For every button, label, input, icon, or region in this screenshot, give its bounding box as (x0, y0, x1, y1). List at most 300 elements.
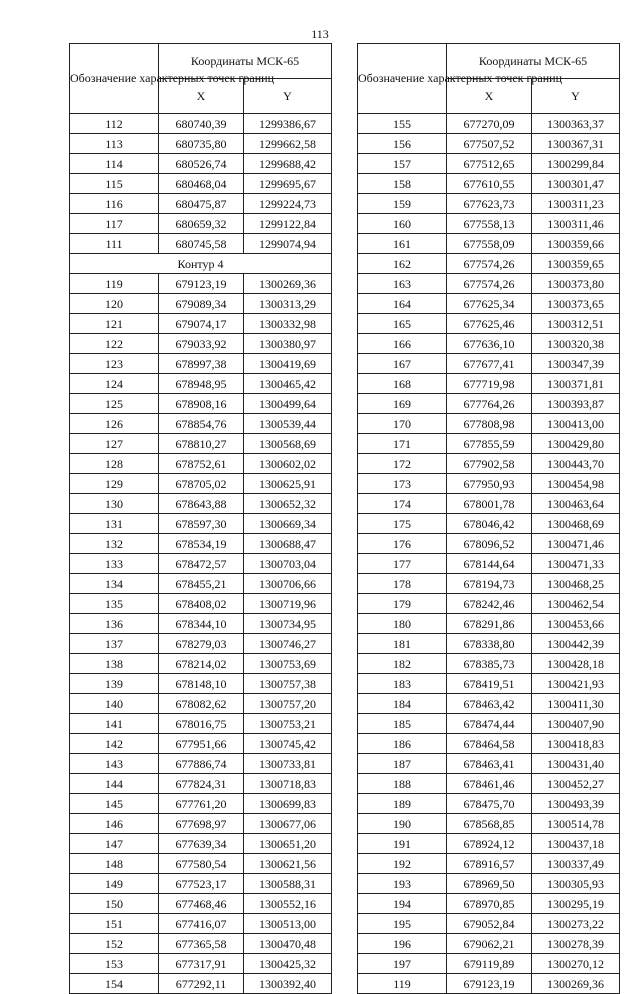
point-number: 153 (70, 954, 159, 974)
y-coordinate: 1300688,47 (244, 534, 332, 554)
point-number: 164 (358, 294, 447, 314)
y-coordinate: 1300699,83 (244, 794, 332, 814)
point-number: 121 (70, 314, 159, 334)
x-coordinate: 678534,19 (159, 534, 244, 554)
y-coordinate: 1300452,27 (532, 774, 620, 794)
x-coordinate: 679033,92 (159, 334, 244, 354)
y-coordinate: 1299074,94 (244, 234, 332, 254)
x-coordinate: 680526,74 (159, 154, 244, 174)
x-coordinate: 678597,30 (159, 514, 244, 534)
point-number: 161 (358, 234, 447, 254)
y-header: Y (532, 79, 620, 114)
x-coordinate: 680740,39 (159, 114, 244, 134)
y-coordinate: 1300413,00 (532, 414, 620, 434)
y-coordinate: 1300278,39 (532, 934, 620, 954)
y-coordinate: 1300359,66 (532, 234, 620, 254)
table-row (358, 654, 620, 674)
x-coordinate: 680468,04 (159, 174, 244, 194)
y-coordinate: 1299662,58 (244, 134, 332, 154)
designation-header: Обозначение характерных точек границ (358, 44, 447, 114)
y-coordinate: 1300359,65 (532, 254, 620, 274)
x-coordinate: 678148,10 (159, 674, 244, 694)
y-coordinate: 1300625,91 (244, 474, 332, 494)
point-number: 116 (70, 194, 159, 214)
y-coordinate: 1300312,51 (532, 314, 620, 334)
y-coordinate: 1299695,67 (244, 174, 332, 194)
point-number: 171 (358, 434, 447, 454)
x-coordinate: 677636,10 (447, 334, 532, 354)
point-number: 123 (70, 354, 159, 374)
coords-header: Координаты МСК-65 (159, 44, 332, 79)
point-number: 132 (70, 534, 159, 554)
table-row (358, 794, 620, 814)
point-number: 129 (70, 474, 159, 494)
point-number: 122 (70, 334, 159, 354)
point-number: 179 (358, 594, 447, 614)
point-number: 125 (70, 394, 159, 414)
y-coordinate: 1299386,67 (244, 114, 332, 134)
coordinates-body-right (358, 114, 620, 994)
table-row (358, 954, 620, 974)
y-coordinate: 1300429,80 (532, 434, 620, 454)
y-coordinate: 1300437,18 (532, 834, 620, 854)
y-coordinate: 1300305,93 (532, 874, 620, 894)
y-coordinate: 1300453,66 (532, 614, 620, 634)
point-number: 111 (70, 234, 159, 254)
table-row (358, 814, 620, 834)
coords-header: Координаты МСК-65 (447, 44, 620, 79)
table-row (70, 654, 332, 674)
x-coordinate: 677512,65 (447, 154, 532, 174)
y-coordinate: 1300418,83 (532, 734, 620, 754)
table-row (358, 574, 620, 594)
y-coordinate: 1300588,31 (244, 874, 332, 894)
table-row (70, 374, 332, 394)
table-row (358, 594, 620, 614)
point-number: 196 (358, 934, 447, 954)
y-coordinate: 1300621,56 (244, 854, 332, 874)
y-coordinate: 1300602,02 (244, 454, 332, 474)
x-coordinate: 677639,34 (159, 834, 244, 854)
table-row (358, 894, 620, 914)
y-coordinate: 1300539,44 (244, 414, 332, 434)
y-coordinate: 1299224,73 (244, 194, 332, 214)
x-coordinate: 677698,97 (159, 814, 244, 834)
table-row (70, 734, 332, 754)
table-row (70, 954, 332, 974)
table-row (70, 214, 332, 234)
point-number: 170 (358, 414, 447, 434)
x-coordinate: 677719,98 (447, 374, 532, 394)
table-row (358, 854, 620, 874)
y-coordinate: 1300270,12 (532, 954, 620, 974)
x-coordinate: 679062,21 (447, 934, 532, 954)
y-coordinate: 1300718,83 (244, 774, 332, 794)
x-header: X (447, 79, 532, 114)
point-number: 188 (358, 774, 447, 794)
y-coordinate: 1300373,80 (532, 274, 620, 294)
y-coordinate: 1300411,30 (532, 694, 620, 714)
table-row (70, 294, 332, 314)
y-coordinate: 1300380,97 (244, 334, 332, 354)
point-number: 136 (70, 614, 159, 634)
x-coordinate: 678291,86 (447, 614, 532, 634)
point-number: 154 (70, 974, 159, 994)
page-number: 113 (311, 27, 329, 41)
y-coordinate: 1300757,20 (244, 694, 332, 714)
table-row (358, 434, 620, 454)
table-row (70, 894, 332, 914)
point-number: 160 (358, 214, 447, 234)
table-row (358, 134, 620, 154)
table-row (358, 454, 620, 474)
table-row (358, 914, 620, 934)
point-number: 187 (358, 754, 447, 774)
table-row (358, 874, 620, 894)
point-number: 172 (358, 454, 447, 474)
x-coordinate: 677951,66 (159, 734, 244, 754)
point-number: 117 (70, 214, 159, 234)
y-header: Y (244, 79, 332, 114)
point-number: 137 (70, 634, 159, 654)
point-number: 135 (70, 594, 159, 614)
table-row (70, 174, 332, 194)
x-coordinate: 677950,93 (447, 474, 532, 494)
point-number: 119 (358, 974, 447, 994)
designation-header: Обозначение характерных точек границ (70, 44, 159, 114)
point-number: 175 (358, 514, 447, 534)
y-coordinate: 1300703,04 (244, 554, 332, 574)
y-coordinate: 1299122,84 (244, 214, 332, 234)
y-coordinate: 1300669,34 (244, 514, 332, 534)
x-coordinate: 679052,84 (447, 914, 532, 934)
x-coordinate: 678643,88 (159, 494, 244, 514)
point-number: 146 (70, 814, 159, 834)
y-coordinate: 1300407,90 (532, 714, 620, 734)
x-coordinate: 678908,16 (159, 394, 244, 414)
point-number: 191 (358, 834, 447, 854)
y-coordinate: 1300419,69 (244, 354, 332, 374)
y-coordinate: 1300651,20 (244, 834, 332, 854)
table-row (70, 834, 332, 854)
point-number: 159 (358, 194, 447, 214)
table-row (70, 554, 332, 574)
y-coordinate: 1299688,42 (244, 154, 332, 174)
y-coordinate: 1300733,81 (244, 754, 332, 774)
y-coordinate: 1300471,33 (532, 554, 620, 574)
y-coordinate: 1300677,06 (244, 814, 332, 834)
point-number: 156 (358, 134, 447, 154)
x-coordinate: 678419,51 (447, 674, 532, 694)
table-row (358, 554, 620, 574)
y-coordinate: 1300313,29 (244, 294, 332, 314)
x-coordinate: 677824,31 (159, 774, 244, 794)
y-coordinate: 1300311,23 (532, 194, 620, 214)
x-coordinate: 678214,02 (159, 654, 244, 674)
x-coordinate: 678948,95 (159, 374, 244, 394)
y-coordinate: 1300431,40 (532, 754, 620, 774)
table-row (70, 474, 332, 494)
x-coordinate: 677416,07 (159, 914, 244, 934)
table-row (70, 714, 332, 734)
x-coordinate: 678194,73 (447, 574, 532, 594)
x-coordinate: 677764,26 (447, 394, 532, 414)
table-row (358, 374, 620, 394)
table-row (70, 274, 332, 294)
y-coordinate: 1300371,81 (532, 374, 620, 394)
x-coordinate: 677317,91 (159, 954, 244, 974)
point-number: 181 (358, 634, 447, 654)
x-coordinate: 678344,10 (159, 614, 244, 634)
table-row (358, 674, 620, 694)
point-number: 141 (70, 714, 159, 734)
point-number: 152 (70, 934, 159, 954)
point-number: 190 (358, 814, 447, 834)
table-row (70, 774, 332, 794)
table-row (358, 934, 620, 954)
x-coordinate: 678144,64 (447, 554, 532, 574)
point-number: 126 (70, 414, 159, 434)
y-coordinate: 1300301,47 (532, 174, 620, 194)
table-row (70, 594, 332, 614)
x-coordinate: 678463,42 (447, 694, 532, 714)
point-number: 119 (70, 274, 159, 294)
y-coordinate: 1300454,98 (532, 474, 620, 494)
x-coordinate: 679123,19 (447, 974, 532, 994)
table-row (358, 614, 620, 634)
y-coordinate: 1300273,22 (532, 914, 620, 934)
x-coordinate: 679089,34 (159, 294, 244, 314)
table-row (70, 154, 332, 174)
y-coordinate: 1300514,78 (532, 814, 620, 834)
point-number: 197 (358, 954, 447, 974)
x-coordinate: 678970,85 (447, 894, 532, 914)
point-number: 115 (70, 174, 159, 194)
point-number: 155 (358, 114, 447, 134)
point-number: 176 (358, 534, 447, 554)
x-coordinate: 678924,12 (447, 834, 532, 854)
x-coordinate: 677292,11 (159, 974, 244, 994)
table-row (358, 774, 620, 794)
x-coordinate: 678464,58 (447, 734, 532, 754)
x-coordinate: 677270,09 (447, 114, 532, 134)
table-row (70, 314, 332, 334)
x-coordinate: 679074,17 (159, 314, 244, 334)
table-row (70, 414, 332, 434)
coordinates-table-left (69, 43, 332, 994)
y-coordinate: 1300753,21 (244, 714, 332, 734)
x-coordinate: 679119,89 (447, 954, 532, 974)
table-row (70, 674, 332, 694)
point-number: 168 (358, 374, 447, 394)
table-row (358, 474, 620, 494)
point-number: 130 (70, 494, 159, 514)
table-row (70, 814, 332, 834)
y-coordinate: 1300552,16 (244, 894, 332, 914)
point-number: 193 (358, 874, 447, 894)
point-number: 194 (358, 894, 447, 914)
y-coordinate: 1300568,69 (244, 434, 332, 454)
x-coordinate: 680745,58 (159, 234, 244, 254)
x-coordinate: 677558,13 (447, 214, 532, 234)
table-row (358, 154, 620, 174)
table-row (70, 114, 332, 134)
y-coordinate: 1300392,40 (244, 974, 332, 994)
table-row (70, 754, 332, 774)
point-number: 112 (70, 114, 159, 134)
table-row (70, 434, 332, 454)
y-coordinate: 1300757,38 (244, 674, 332, 694)
table-row (70, 194, 332, 214)
point-number: 133 (70, 554, 159, 574)
table-row (358, 514, 620, 534)
point-number: 142 (70, 734, 159, 754)
point-number: 143 (70, 754, 159, 774)
x-coordinate: 678279,03 (159, 634, 244, 654)
y-coordinate: 1300499,64 (244, 394, 332, 414)
x-coordinate: 677610,55 (447, 174, 532, 194)
x-coordinate: 678082,62 (159, 694, 244, 714)
x-coordinate: 678242,46 (447, 594, 532, 614)
y-coordinate: 1300746,27 (244, 634, 332, 654)
y-coordinate: 1300393,87 (532, 394, 620, 414)
point-number: 192 (358, 854, 447, 874)
x-coordinate: 677580,54 (159, 854, 244, 874)
table-row (358, 834, 620, 854)
x-coordinate: 677574,26 (447, 274, 532, 294)
x-coordinate: 678408,02 (159, 594, 244, 614)
x-coordinate: 678969,50 (447, 874, 532, 894)
coordinates-body-left (70, 114, 332, 994)
contour-row (70, 254, 332, 274)
y-coordinate: 1300745,42 (244, 734, 332, 754)
x-coordinate: 677625,34 (447, 294, 532, 314)
point-number: 177 (358, 554, 447, 574)
point-number: 184 (358, 694, 447, 714)
x-coordinate: 677468,46 (159, 894, 244, 914)
point-number: 144 (70, 774, 159, 794)
y-coordinate: 1300753,69 (244, 654, 332, 674)
x-coordinate: 680475,87 (159, 194, 244, 214)
y-coordinate: 1300471,46 (532, 534, 620, 554)
table-row (70, 394, 332, 414)
x-header: X (159, 79, 244, 114)
point-number: 138 (70, 654, 159, 674)
point-number: 128 (70, 454, 159, 474)
point-number: 148 (70, 854, 159, 874)
point-number: 147 (70, 834, 159, 854)
y-coordinate: 1300465,42 (244, 374, 332, 394)
table-row (70, 934, 332, 954)
table-row (358, 234, 620, 254)
y-coordinate: 1300337,49 (532, 854, 620, 874)
point-number: 113 (70, 134, 159, 154)
table-row (70, 534, 332, 554)
point-number: 178 (358, 574, 447, 594)
y-coordinate: 1300463,64 (532, 494, 620, 514)
y-coordinate: 1300468,69 (532, 514, 620, 534)
table-row (358, 114, 620, 134)
y-coordinate: 1300311,46 (532, 214, 620, 234)
point-number: 139 (70, 674, 159, 694)
x-coordinate: 678001,78 (447, 494, 532, 514)
point-number: 127 (70, 434, 159, 454)
point-number: 149 (70, 874, 159, 894)
x-coordinate: 678752,61 (159, 454, 244, 474)
point-number: 166 (358, 334, 447, 354)
y-coordinate: 1300269,36 (532, 974, 620, 994)
x-coordinate: 677574,26 (447, 254, 532, 274)
table-row (358, 694, 620, 714)
x-coordinate: 677677,41 (447, 354, 532, 374)
point-number: 162 (358, 254, 447, 274)
point-number: 120 (70, 294, 159, 314)
y-coordinate: 1300513,00 (244, 914, 332, 934)
table-row (70, 874, 332, 894)
point-number: 157 (358, 154, 447, 174)
table-row (70, 494, 332, 514)
coordinates-table-right (357, 43, 620, 994)
table-row (70, 794, 332, 814)
x-coordinate: 678997,38 (159, 354, 244, 374)
x-coordinate: 677523,17 (159, 874, 244, 894)
table-row (358, 214, 620, 234)
table-row (358, 534, 620, 554)
table-row (358, 334, 620, 354)
table-row (358, 254, 620, 274)
table-row (358, 754, 620, 774)
x-coordinate: 679123,19 (159, 274, 244, 294)
x-coordinate: 677902,58 (447, 454, 532, 474)
point-number: 140 (70, 694, 159, 714)
table-row (70, 574, 332, 594)
point-number: 169 (358, 394, 447, 414)
y-coordinate: 1300332,98 (244, 314, 332, 334)
table-row (70, 694, 332, 714)
x-coordinate: 678472,57 (159, 554, 244, 574)
y-coordinate: 1300468,25 (532, 574, 620, 594)
table-row (70, 514, 332, 534)
x-coordinate: 678046,42 (447, 514, 532, 534)
point-number: 186 (358, 734, 447, 754)
x-coordinate: 677623,73 (447, 194, 532, 214)
table-row (358, 714, 620, 734)
table-row (358, 414, 620, 434)
table-row (70, 454, 332, 474)
point-number: 145 (70, 794, 159, 814)
y-coordinate: 1300421,93 (532, 674, 620, 694)
y-coordinate: 1300706,66 (244, 574, 332, 594)
x-coordinate: 678463,41 (447, 754, 532, 774)
x-coordinate: 678096,52 (447, 534, 532, 554)
y-coordinate: 1300320,38 (532, 334, 620, 354)
y-coordinate: 1300734,95 (244, 614, 332, 634)
y-coordinate: 1300269,36 (244, 274, 332, 294)
x-coordinate: 677365,58 (159, 934, 244, 954)
y-coordinate: 1300367,31 (532, 134, 620, 154)
point-number: 134 (70, 574, 159, 594)
point-number: 195 (358, 914, 447, 934)
table-row (70, 134, 332, 154)
x-coordinate: 677558,09 (447, 234, 532, 254)
point-number: 173 (358, 474, 447, 494)
table-row (358, 394, 620, 414)
point-number: 150 (70, 894, 159, 914)
point-number: 114 (70, 154, 159, 174)
y-coordinate: 1300470,48 (244, 934, 332, 954)
x-coordinate: 678916,57 (447, 854, 532, 874)
y-coordinate: 1300425,32 (244, 954, 332, 974)
